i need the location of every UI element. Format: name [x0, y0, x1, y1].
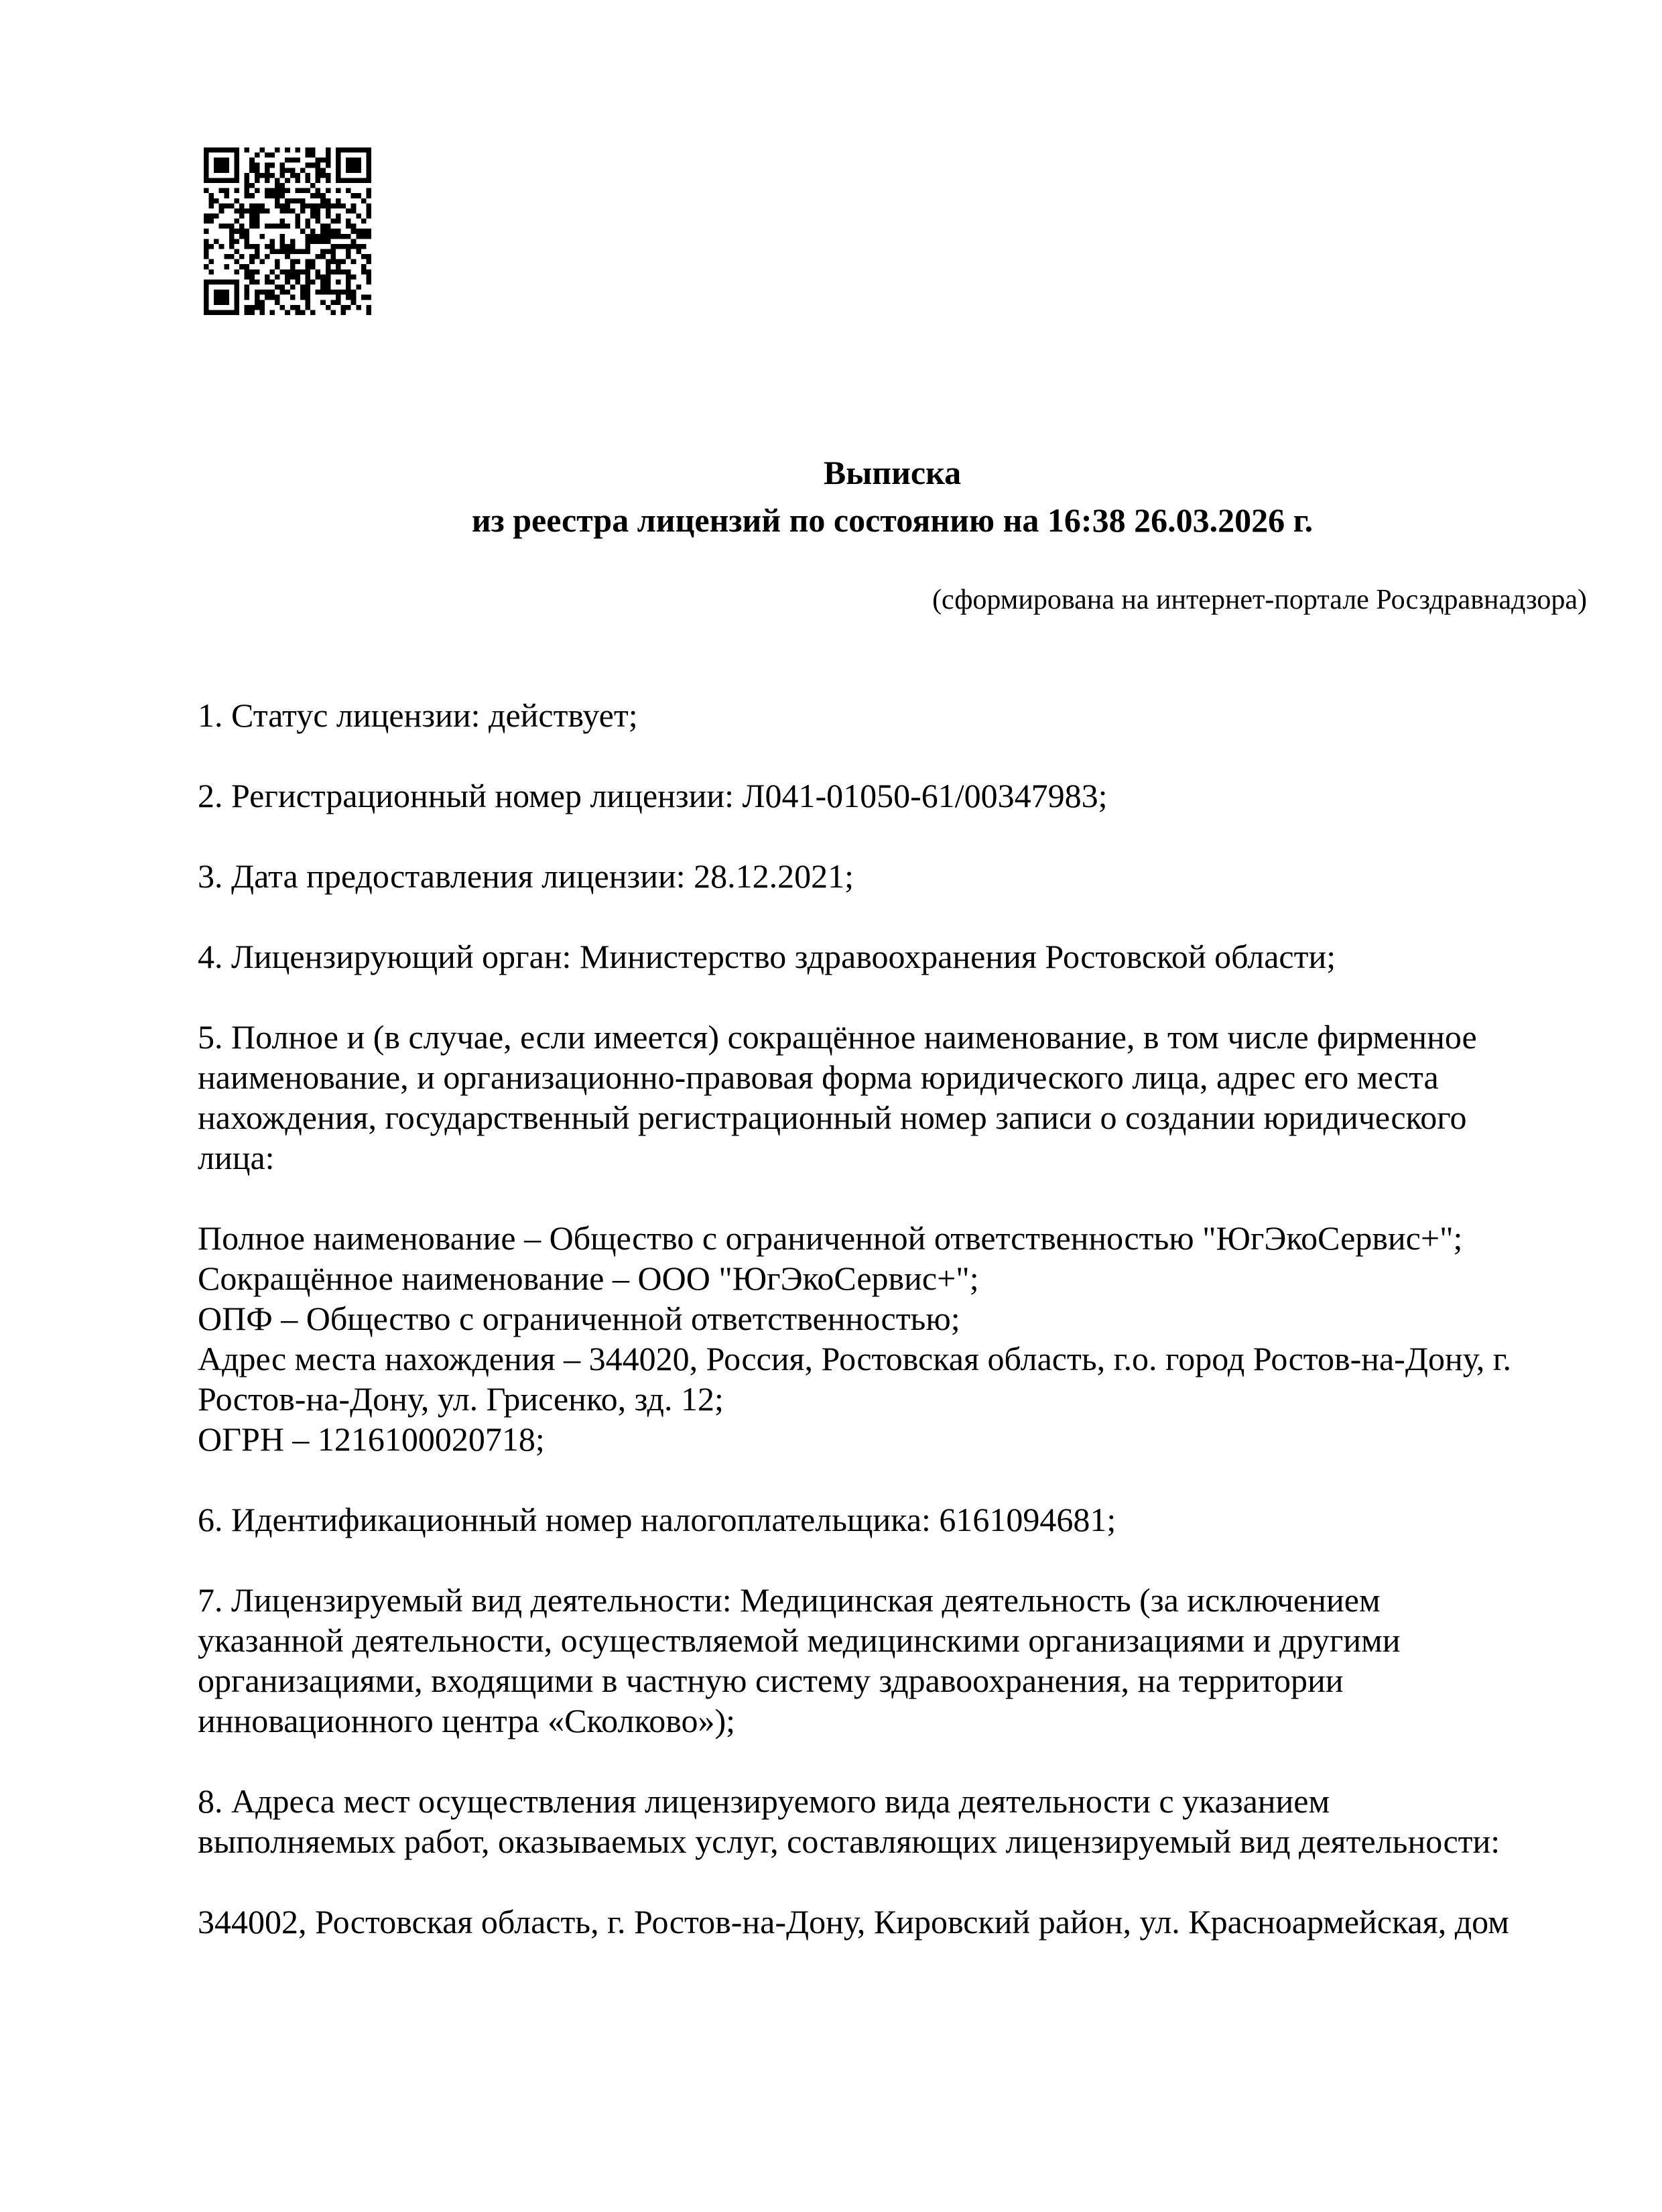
paragraph-line: ОПФ – Общество с ограниченной ответственностью; [198, 1300, 960, 1337]
paragraph-line: Адрес места нахождения – 344020, Россия, Ростовская область, г.о. город Ростов-на-Дону, г. Ростов-на-Дону, ул. Грисенко, зд. 12; [198, 1340, 1512, 1418]
paragraph-line: ОГРН – 1216100020718; [198, 1420, 545, 1458]
item-4-licensing-authority: 4. Лицензирующий орган: Министерство здравоохранения Ростовской области; [198, 938, 1336, 975]
paragraph-line: Полное наименование – Общество с ограниченной ответственностью "ЮгЭкоСервис+"; [198, 1219, 1463, 1257]
item-2-registration-number: 2. Регистрационный номер лицензии: Л041-01050-61/00347983; [198, 777, 1108, 814]
qr-code [204, 147, 371, 315]
item-8-address-line: 344002, Ростовская область, г. Ростов-на-Дону, Кировский район, ул. Красноармейская, дом [198, 1903, 1509, 1941]
item-8-addresses-heading: 8. Адреса мест осуществления лицензируемого вида деятельности с указанием выполняемых работ, оказываемых услуг, составляющих лицензируемый вид деятельности: [198, 1782, 1500, 1860]
paragraph-line: Сокращённое наименование – ООО "ЮгЭкоСервис+"; [198, 1259, 979, 1297]
document-body [198, 695, 1535, 1942]
item-3-grant-date: 3. Дата предоставления лицензии: 28.12.2021; [198, 857, 854, 895]
item-5-entity-name-heading: 5. Полное и (в случае, если имеется) сокращённое наименование, в том числе фирменное наименование, и организационно-правовая форма юридического лица, адрес его места нахождения, государственный регистрационный номер записи о создании юридического лица: [198, 1018, 1477, 1176]
item-7-licensed-activity: 7. Лицензируемый вид деятельности: Медицинская деятельность (за исключением указанной деятельности, осуществляемой медицинскими организациями и другими организациями, входящими в частную систему здравоохранения, на территории инновационного центра «Сколково»); [198, 1581, 1401, 1739]
title-line-1: Выписка [823, 454, 962, 491]
item-1-license-status: 1. Статус лицензии: действует; [198, 696, 638, 734]
document-title [198, 449, 1587, 544]
document-subtitle: (сформирована на интернет-портале Росздравнадзора) [932, 585, 1587, 615]
item-5-entity-details [198, 1218, 1535, 1459]
item-6-inn: 6. Идентификационный номер налогоплательщика: 6161094681; [198, 1501, 1116, 1538]
title-line-2: из реестра лицензий по состоянию на 16:38 26.03.2026 г. [471, 501, 1314, 539]
